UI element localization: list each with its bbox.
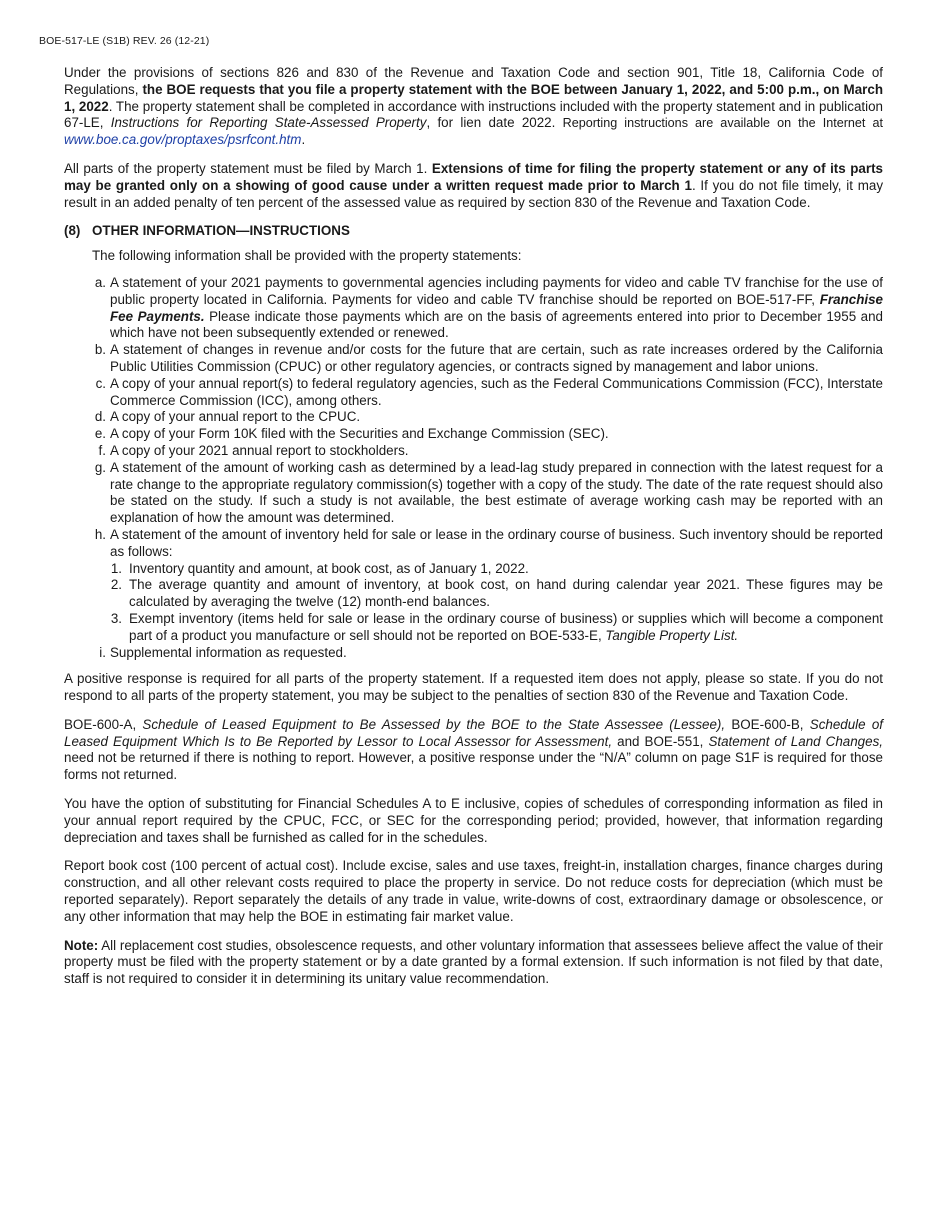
text: A copy of your 2021 annual report to stockholders. <box>110 442 409 458</box>
paragraph-extensions <box>64 161 883 211</box>
text: Inventory quantity and amount, at book cost, as of January 1, 2022. <box>129 560 529 576</box>
list-marker: b. <box>94 342 106 358</box>
text: A copy of your Form 10K filed with the Securities and Exchange Commission (SEC). <box>110 426 609 442</box>
list-marker: i. <box>99 644 106 660</box>
text: Supplemental information as requested. <box>110 644 347 660</box>
text: All replacement cost studies, obsolescence requests, and other voluntary information that assessees believe affect the value of their property must be filed with the property statement or by a date granted by a formal extension. If such information is not filed by that date, staff is not required to consider it in determining its unitary value recommendation. <box>64 937 883 987</box>
sub-list-item <box>110 561 883 578</box>
text: . If you do not file timely, it may result in an added penalty of ten percent of the assessed value as required by section 830 of the Revenue and Taxation Code. <box>64 177 884 210</box>
form-title: Tangible Property List. <box>605 627 739 643</box>
publication-title: Instructions for Reporting State-Assessed Property <box>110 115 427 131</box>
paragraph-filing-request <box>64 65 883 149</box>
text: The average quantity and amount of inventory, at book cost, on hand during calendar year 2021. These figures may be calculated by averaging the twelve (12) month-end balances. <box>129 577 883 610</box>
paragraph-book-cost: Report book cost (100 percent of actual cost). Include excise, sales and use taxes, freight-in, installation charges, finance charges during construction, and all other relevant costs required to place the property in service. Do not reduce costs for depreciation (which must be reported separately). Report separately the details of any trade in value, write-downs of cost, extraordinary damage or obsolescence, or any other information that may help the BOE in estimating fair market value. <box>64 858 883 924</box>
list-item <box>92 409 883 426</box>
text: , for lien date 2022. <box>426 115 563 131</box>
sub-list-item <box>110 611 883 645</box>
list-marker: f. <box>98 442 106 458</box>
text: Exempt inventory (items held for sale or lease in the ordinary course of business) or supplies which will become a component part of a product you manufacture or sell should not be reported on BOE-533-E, <box>129 610 883 643</box>
text: BOE-600-A, <box>64 716 143 732</box>
form-title: Schedule of Leased Equipment Which Is to Be Reported by Lessor to Local Assessor for Assessment, <box>64 716 883 749</box>
paragraph-note <box>64 938 883 988</box>
list-item <box>92 460 883 527</box>
sub-list-item <box>110 577 883 611</box>
bold-text: Extensions of time for filing the property statement or any of its parts may be granted only on a showing of good cause under a written request made prior to March 1 <box>64 160 883 193</box>
list-item <box>92 342 883 376</box>
section-number: (8) <box>64 223 81 239</box>
list-marker: 1. <box>110 560 122 576</box>
instructions-list <box>92 275 883 661</box>
list-marker: 3. <box>110 610 122 626</box>
boe-website-link[interactable]: www.boe.ca.gov/proptaxes/psrfcont.htm <box>64 132 302 148</box>
list-marker: e. <box>94 426 106 442</box>
section-title: OTHER INFORMATION—INSTRUCTIONS <box>92 223 350 239</box>
form-title: Statement of Land Changes, <box>708 733 883 749</box>
text: BOE-600-B, <box>725 716 810 732</box>
form-id: BOE-517-LE (S1B) REV. 26 (12-21) <box>39 35 210 47</box>
document-body <box>64 65 883 1000</box>
list-item <box>92 443 883 460</box>
paragraph-positive-response: A positive response is required for all parts of the property statement. If a requested item does not apply, please so state. If you do not respond to all parts of the property statement, you may be subject to the penalties of section 830 of the Revenue and Taxation Code. <box>64 671 883 704</box>
list-item <box>92 275 883 342</box>
inventory-sublist <box>110 561 883 645</box>
list-item <box>92 645 883 662</box>
paragraph-leased-equipment <box>64 717 883 784</box>
list-item <box>92 426 883 443</box>
text: All parts of the property statement must be filed by March 1. <box>64 160 432 176</box>
form-title: Franchise Fee Payments. <box>110 291 883 324</box>
text: Reporting instructions are available on the Internet at <box>562 116 883 131</box>
text: Under the provisions of sections 826 and 830 of the Revenue and Taxation Code and section 901, Title 18, California Code of Regulations, <box>64 65 883 97</box>
text: A statement of the amount of inventory held for sale or lease in the ordinary course of business. Such inventory should be reported as follows: <box>110 526 883 559</box>
text: . The property statement shall be completed in accordance with instructions included with the property statement and in publication 67-LE, <box>64 98 883 131</box>
bold-text: the BOE requests that you file a property statement with the BOE between January 1, 2022, and 5:00 p.m., on March 1, 2022 <box>64 81 883 114</box>
section-intro: The following information shall be provided with the property statements: <box>92 248 522 264</box>
text: need not be returned if there is nothing to report. However, a positive response under the “N/A” column on page S1F is required for those forms not returned. <box>64 750 883 783</box>
list-marker: d. <box>94 409 106 425</box>
list-item <box>92 376 883 410</box>
list-marker: h. <box>94 526 106 542</box>
text: and BOE-551, <box>612 733 709 749</box>
list-marker: 2. <box>110 577 122 593</box>
paragraph-financial-schedules: You have the option of substituting for Financial Schedules A to E inclusive, copies of schedules of corresponding information as filed in your annual report required by the CPUC, FCC, or SEC for the corresponding period; provided, however, that information regarding depreciation and taxes shall be furnished as called for in the schedules. <box>64 796 883 845</box>
list-item <box>92 527 883 645</box>
form-title: Schedule of Leased Equipment to Be Assessed by the BOE to the State Assessee (Lessee), <box>142 716 726 732</box>
text: . <box>301 132 306 148</box>
section-heading <box>64 223 883 240</box>
text: Please indicate those payments which are on the basis of agreements entered into prior to December 1955 and which have not been subsequently extended or renewed. <box>110 308 884 341</box>
text: A statement of the amount of working cash as determined by a lead-lag study prepared in connection with the latest request for a rate change to the appropriate regulatory commission(s) together with a copy of the study. The date of the rate request should also be stated on the study. If such a study is not available, the best estimate of average working cash may be reported with an explanation of how the amount was determined. <box>110 459 883 526</box>
list-marker: c. <box>95 375 106 391</box>
list-marker: g. <box>94 459 106 475</box>
text: A statement of your 2021 payments to governmental agencies including payments for video and cable TV franchise for the use of public property located in California. Payments for video and cable TV franchise should be reported on BOE-517-FF, <box>110 274 883 307</box>
text: A statement of changes in revenue and/or costs for the future that are certain, such as rate increases ordered by the California Public Utilities Commission (CPUC) or other regulatory agencies, or contracts signed by management and labor unions. <box>110 342 883 374</box>
text: A copy of your annual report(s) to federal regulatory agencies, such as the Federal Communications Commission (FCC), Interstate Commerce Commission (ICC), among others. <box>110 375 883 408</box>
list-marker: a. <box>94 274 106 290</box>
note-label: Note: <box>64 937 99 953</box>
text: A copy of your annual report to the CPUC. <box>110 409 361 425</box>
